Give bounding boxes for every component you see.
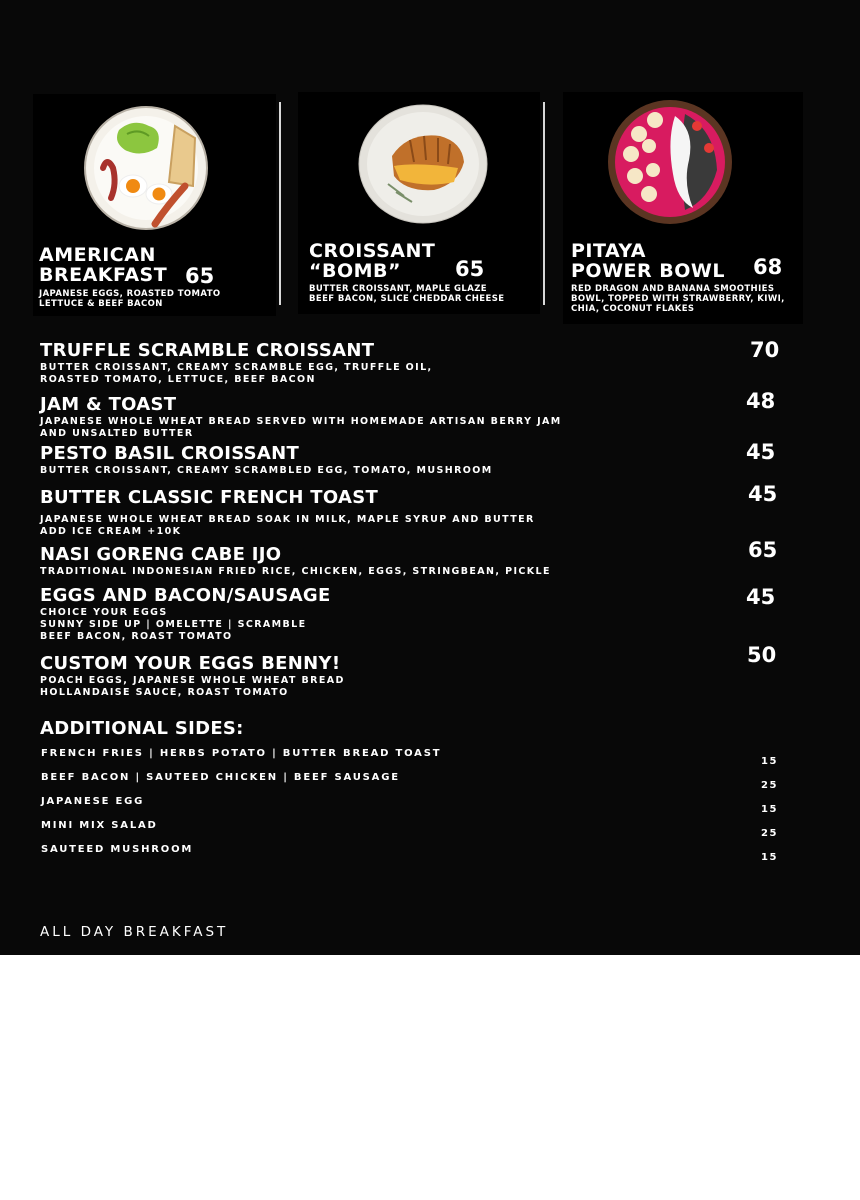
menu-item-description: BUTTER CROISSANT, CREAMY SCRAMBLE EGG, TRUFFLE OIL, ROASTED TOMATO, LETTUCE, BEEF BACON [40, 362, 433, 385]
side-item-price: 25 [761, 780, 778, 791]
menu-item-price: 50 [747, 643, 777, 667]
menu-item-description: BUTTER CROISSANT, CREAMY SCRAMBLED EGG, TOMATO, MUSHROOM [40, 465, 493, 476]
menu-item [40, 545, 760, 578]
menu-item-name: BUTTER CLASSIC FRENCH TOAST [40, 487, 379, 508]
menu-item-name: CUSTOM YOUR EGGS BENNY! [40, 653, 341, 674]
featured-description: JAPANESE EGGS, ROASTED TOMATO LETTUCE & BEEF BACON [39, 289, 221, 309]
menu-item-name: PESTO BASIL CROISSANT [40, 443, 300, 464]
featured-american-breakfast [33, 94, 276, 316]
menu-item-name: NASI GORENG CABE IJO [40, 544, 282, 565]
menu-item-name: EGGS AND BACON/SAUSAGE [40, 585, 331, 606]
menu-item-price: 45 [746, 585, 776, 609]
menu-item [40, 654, 760, 699]
side-item-price: 15 [761, 804, 778, 815]
featured-title: CROISSANT “BOMB” [309, 240, 436, 282]
side-item-name: SAUTEED MUSHROOM [41, 844, 194, 855]
menu-item [40, 395, 760, 440]
menu-item-description: JAPANESE WHOLE WHEAT BREAD SERVED WITH HOMEMADE ARTISAN BERRY JAM AND UNSALTED BUTTER [40, 416, 562, 439]
featured-description: BUTTER CROISSANT, MAPLE GLAZE BEEF BACON, SLICE CHEDDAR CHEESE [309, 284, 505, 304]
menu-item-description: JAPANESE WHOLE WHEAT BREAD SOAK IN MILK, MAPLE SYRUP AND BUTTER ADD ICE CREAM +10K [40, 514, 535, 537]
featured-croissant-bomb [298, 92, 540, 314]
featured-price: 65 [185, 264, 215, 288]
featured-divider [279, 102, 281, 305]
side-item-name: BEEF BACON | SAUTEED CHICKEN | BEEF SAUSAGE [41, 772, 400, 783]
side-item-price: 15 [761, 852, 778, 863]
side-item-name: JAPANESE EGG [41, 796, 145, 807]
featured-divider [543, 102, 545, 305]
featured-price: 68 [753, 255, 783, 279]
menu-footer-label: ALL DAY BREAKFAST [40, 924, 229, 940]
pitaya-bowl-image [605, 100, 735, 224]
american-breakfast-image [83, 106, 209, 230]
featured-price: 65 [455, 257, 485, 281]
side-item-name: MINI MIX SALAD [41, 820, 158, 831]
featured-title: PITAYA POWER BOWL [571, 240, 725, 282]
menu-item-description: POACH EGGS, JAPANESE WHOLE WHEAT BREAD HOLLANDAISE SAUCE, ROAST TOMATO [40, 675, 345, 698]
menu-item-price: 70 [750, 338, 780, 362]
side-item-price: 15 [761, 756, 778, 767]
menu-item-description: CHOICE YOUR EGGS SUNNY SIDE UP | OMELETTE | SCRAMBLE BEEF BACON, ROAST TOMATO [40, 607, 307, 642]
sides-heading: ADDITIONAL SIDES: [40, 718, 244, 739]
menu-item-price: 45 [746, 440, 776, 464]
menu-item-price: 65 [748, 538, 778, 562]
menu-item [40, 341, 760, 386]
featured-pitaya-power-bowl [563, 92, 803, 324]
side-item-price: 25 [761, 828, 778, 839]
featured-description: RED DRAGON AND BANANA SMOOTHIES BOWL, TOPPED WITH STRAWBERRY, KIWI, CHIA, COCONUT FLAKES [571, 284, 785, 314]
featured-title: AMERICAN BREAKFAST [39, 244, 168, 286]
menu-item-name: TRUFFLE SCRAMBLE CROISSANT [40, 340, 375, 361]
menu-item-price: 48 [746, 389, 776, 413]
menu-item [40, 488, 760, 538]
menu-item-name: JAM & TOAST [40, 394, 177, 415]
menu-item [40, 586, 760, 643]
menu-item [40, 444, 760, 477]
menu-item-price: 45 [748, 482, 778, 506]
menu-item-description: TRADITIONAL INDONESIAN FRIED RICE, CHICKEN, EGGS, STRINGBEAN, PICKLE [40, 566, 551, 577]
side-item-name: FRENCH FRIES | HERBS POTATO | BUTTER BREAD TOAST [41, 748, 442, 759]
croissant-image [358, 104, 488, 224]
